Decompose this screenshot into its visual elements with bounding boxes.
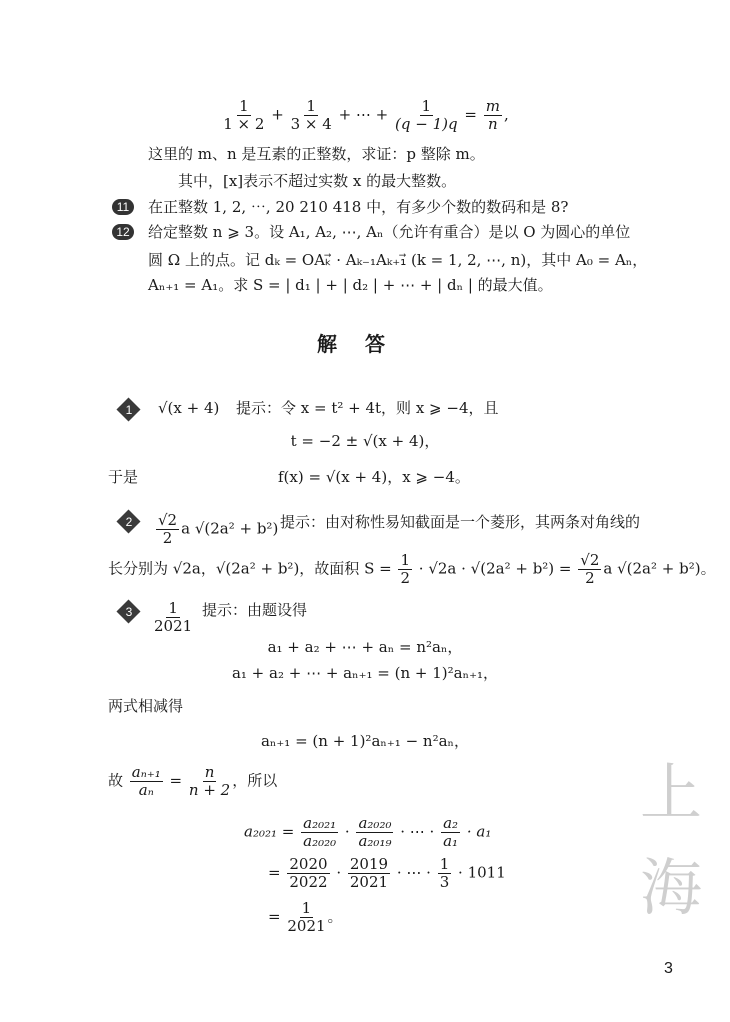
frac-num: √2 (158, 511, 178, 529)
frac-den: aₙ (138, 781, 154, 799)
equation: a₁ + a₂ + ⋯ + aₙ₊₁ = (n + 1)²aₙ₊₁， (231, 664, 499, 682)
answer-number: 1 (125, 403, 133, 417)
frac-num: 1 (439, 855, 450, 873)
frac-den: 3 × 4 (290, 115, 332, 133)
text-line: 两式相减得 (108, 697, 184, 715)
frac-num: a₂₀₂₀ (358, 814, 392, 832)
op: · (336, 863, 342, 882)
frac-den: a₂₀₁₉ (358, 832, 392, 850)
frac-den: n + 2 (188, 781, 231, 799)
answer-1-hint: 提示：令 x = t² + 4t，则 x ⩾ −4，且 (236, 399, 499, 417)
text: 故 (108, 771, 124, 790)
problem-number-badge: 11 (112, 199, 134, 215)
problem-12-text: Aₙ₊₁ = A₁。求 S = | d₁ | + | d₂ | + ⋯ + | dₙ | 的最大值。 (148, 276, 553, 294)
op: · (344, 822, 350, 841)
equation: f(x) = √(x + 4)，x ⩾ −4。 (278, 468, 470, 486)
text: a √(2a² + b²)。 (603, 559, 716, 578)
text-line: 这里的 m、n 是互素的正整数，求证：p 整除 m。 (148, 145, 485, 163)
expr: · a₁ (466, 822, 492, 841)
frac-num: 1 (168, 599, 178, 617)
problem-12-text: 圆 Ω 上的点。记 dₖ = OAₖ⃗ · Aₖ₋₁Aₖ₊₁⃗ (k = 1, 2, ⋯, n)，其中 A₀ = Aₙ， (148, 251, 648, 269)
equation: a₁ + a₂ + ⋯ + aₙ = n²aₙ， (267, 638, 463, 656)
frac-den: 1 × 2 (223, 115, 265, 133)
op: = (268, 863, 281, 882)
frac-num: a₂ (443, 814, 459, 832)
problem-number-badge: 12 (112, 224, 134, 240)
frac-num: n (204, 763, 215, 781)
text: · √2a · √(2a² + b²) = (418, 559, 572, 578)
op: · ⋯ · (400, 822, 435, 841)
text: 长分别为 √2a，√(2a² + b²)，故面积 S = (108, 559, 392, 578)
frac-den: 2 (162, 529, 173, 547)
frac-num: m (485, 97, 500, 115)
op: + ⋯ + (338, 105, 389, 124)
frac-den: 2 (400, 569, 411, 587)
equation: aₙ₊₁ = (n + 1)²aₙ₊₁ − n²aₙ， (260, 732, 470, 750)
answer-2-value (154, 512, 278, 547)
frac-den: 3 (439, 873, 450, 891)
frac-den: (q − 1)q (395, 115, 458, 133)
op: = (464, 105, 477, 124)
frac-num: 1 (239, 97, 249, 115)
frac-num: 1 (400, 551, 411, 569)
answer-1-value: √(x + 4) (158, 399, 220, 417)
punct: , (503, 105, 509, 124)
answer-number: 2 (125, 515, 133, 529)
result-line (268, 900, 343, 935)
answer-number: 3 (125, 605, 133, 619)
frac-num: 1 (301, 899, 312, 917)
expr: a₂₀₂₁ = (244, 822, 295, 841)
problem-12-text: 给定整数 n ⩾ 3。设 A₁, A₂, ⋯, Aₙ（允许有重合）是以 O 为圆心的单位 (148, 223, 631, 241)
frac-num: aₙ₊₁ (131, 763, 161, 781)
answer-3-value (152, 600, 194, 635)
text-line (108, 764, 277, 799)
equation: t = −2 ± √(x + 4)， (290, 432, 440, 450)
frac-den: 2021 (154, 617, 193, 635)
text: ，所以 (232, 771, 278, 790)
product-line (268, 856, 506, 891)
answer-2-hint: 提示：由对称性易知截面是一个菱形，其两条对角线的 (280, 513, 641, 531)
punct: 。 (327, 907, 343, 926)
frac-den: a₁ (443, 832, 459, 850)
text-line (108, 552, 716, 587)
frac-den: 2021 (349, 873, 389, 891)
op: = (169, 771, 183, 790)
product-line (244, 815, 491, 850)
frac-den: 2021 (287, 917, 326, 935)
expr: · 1011 (458, 863, 506, 882)
problem-11-text: 在正整数 1, 2, ⋯, 20 210 418 中，有多少个数的数码和是 8? (148, 198, 569, 216)
frac-den: 2022 (289, 873, 328, 891)
frac-num: 1 (421, 97, 432, 115)
page-number: 3 (664, 960, 673, 977)
frac-num: 2020 (289, 855, 328, 873)
frac-den: 2 (585, 569, 595, 587)
text-line: 于是 (108, 468, 139, 486)
op: + (271, 105, 284, 124)
op: = (268, 907, 281, 926)
answer-3-hint: 提示：由题设得 (202, 601, 308, 619)
frac-num: 1 (306, 97, 316, 115)
frac-den: a₂₀₂₀ (303, 832, 337, 850)
section-title: 解答 (317, 332, 413, 356)
sum-equation (0, 98, 730, 133)
op: · ⋯ · (396, 863, 431, 882)
frac-num: 2019 (349, 855, 389, 873)
frac-num: √2 (580, 551, 600, 569)
frac-num: a₂₀₂₁ (303, 814, 337, 832)
calligraphy-watermark: 上海 (639, 756, 702, 924)
text-line: 其中，[x]表示不超过实数 x 的最大整数。 (178, 172, 457, 190)
expr: a √(2a² + b²) (181, 519, 279, 538)
frac-den: n (488, 115, 498, 133)
